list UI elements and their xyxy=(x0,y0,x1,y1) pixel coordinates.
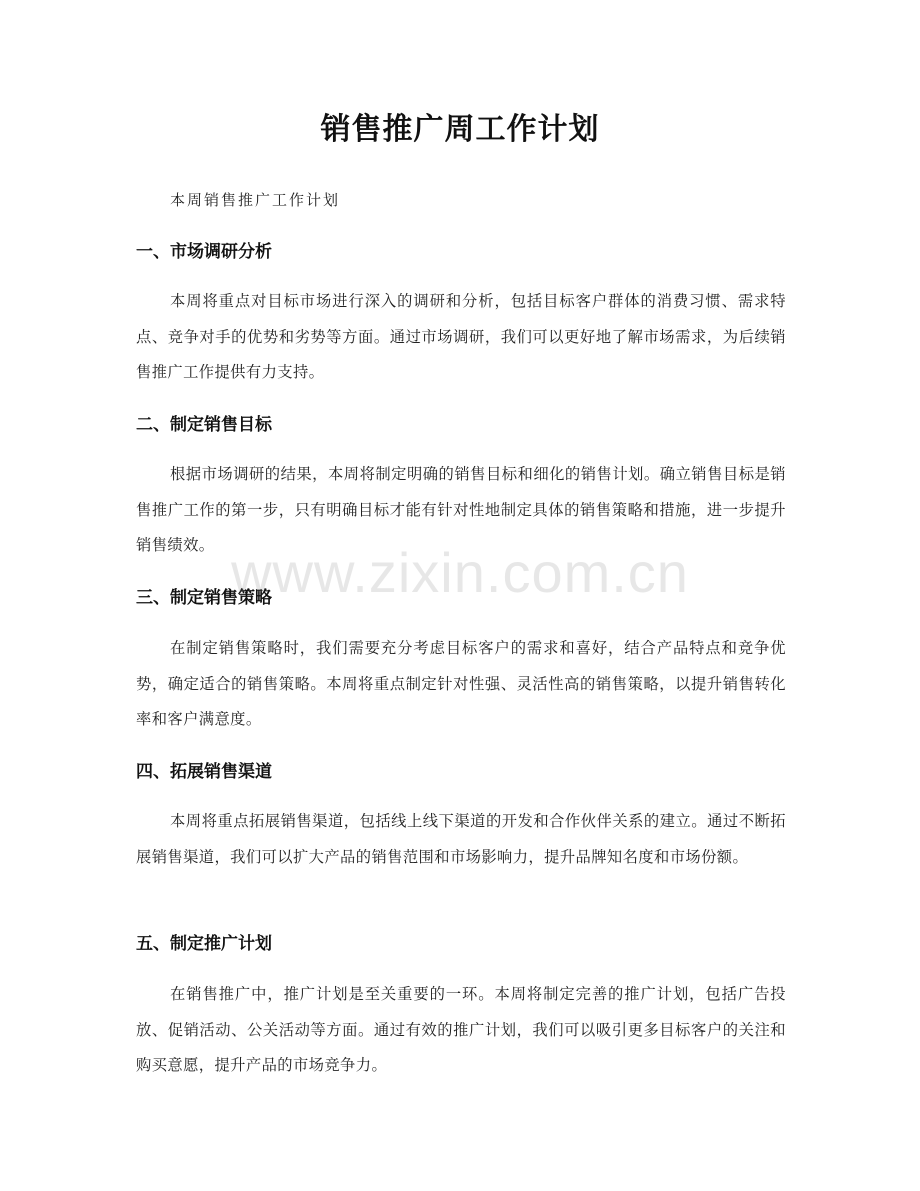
section-body-2: 根据市场调研的结果，本周将制定明确的销售目标和细化的销售计划。确立销售目标是销售推广工作的第一步，只有明确目标才能有针对性地制定具体的销售策略和措施，进一步提升销售绩效。 xyxy=(136,465,786,554)
section-body-4: 本周将重点拓展销售渠道，包括线上线下渠道的开发和合作伙伴关系的建立。通过不断拓展销售渠道，我们可以扩大产品的销售范围和市场影响力，提升品牌知名度和市场份额。 xyxy=(136,812,786,866)
page-subtitle: 本周销售推广工作计划 xyxy=(170,191,341,209)
watermark: www.zixin.com.cn xyxy=(231,541,689,604)
section-heading-5: 五、制定推广计划 xyxy=(136,934,272,954)
section-body-5: 在销售推广中，推广计划是至关重要的一环。本周将制定完善的推广计划，包括广告投放、促销活动、公关活动等方面。通过有效的推广计划，我们可以吸引更多目标客户的关注和购买意愿，提升产品的市场竞争力。 xyxy=(136,985,786,1074)
section-body-1: 本周将重点对目标市场进行深入的调研和分析，包括目标客户群体的消费习惯、需求特点、竞争对手的优势和劣势等方面。通过市场调研，我们可以更好地了解市场需求，为后续销售推广工作提供有力支持。 xyxy=(136,292,786,381)
section-heading-1: 一、市场调研分析 xyxy=(136,242,272,262)
section-body-3: 在制定销售策略时，我们需要充分考虑目标客户的需求和喜好，结合产品特点和竞争优势，确定适合的销售策略。本周将重点制定针对性强、灵活性高的销售策略，以提升销售转化率和客户满意度。 xyxy=(136,639,786,728)
section-heading-3: 三、制定销售策略 xyxy=(136,588,272,608)
page-title: 销售推广周工作计划 xyxy=(320,112,600,147)
section-heading-4: 四、拓展销售渠道 xyxy=(136,762,272,782)
section-heading-2: 二、制定销售目标 xyxy=(136,415,272,435)
